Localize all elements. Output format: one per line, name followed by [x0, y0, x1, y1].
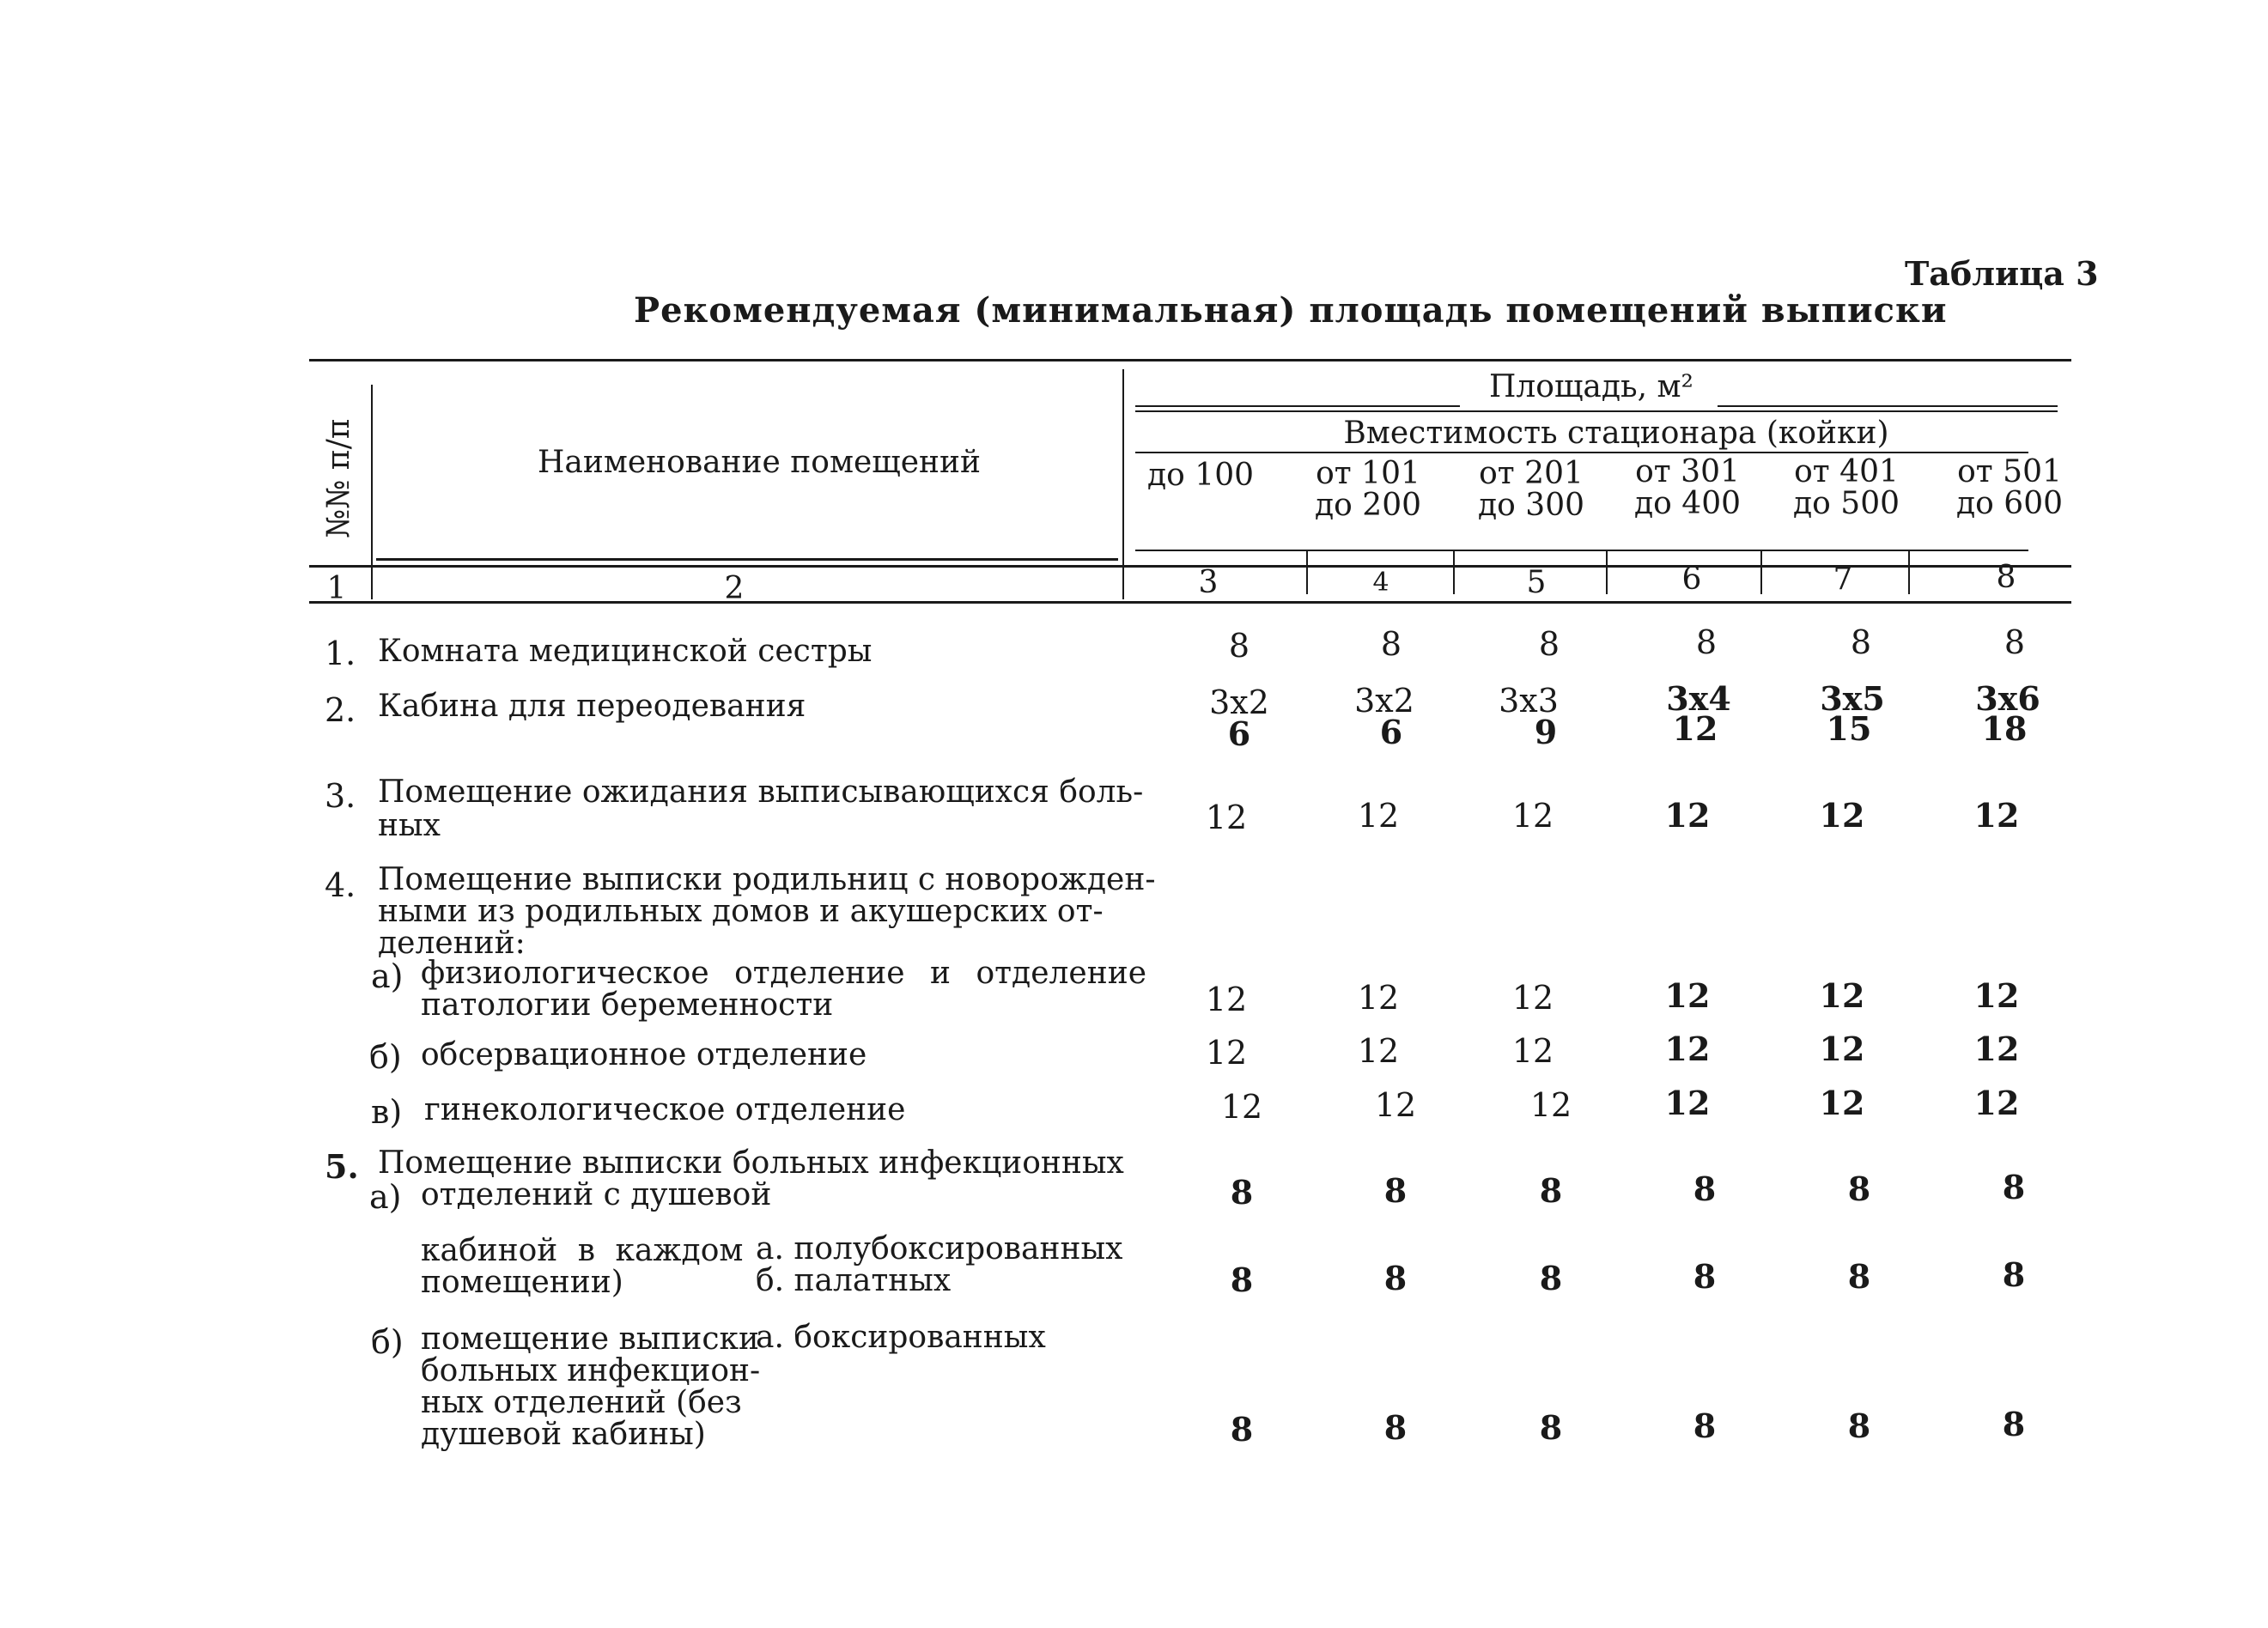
ranges-bottom-rule [1135, 550, 2028, 551]
row-number: 4. [325, 866, 356, 904]
range-header: от 301 до 400 [1634, 454, 1741, 521]
value-cell: 12 [1205, 799, 1248, 836]
divider-col-8 [1908, 551, 1910, 594]
row-number: 3. [325, 777, 356, 815]
row-text-line: физиологическое отделение и отделение [421, 956, 1146, 991]
value-cell: 12 [1357, 797, 1400, 835]
row-text-line: Помещение выписки больных инфекционных [378, 1145, 1124, 1181]
row-number: 2. [325, 691, 356, 729]
name-column-header: Наименование помещений [538, 445, 982, 480]
value-cell: 12 [1374, 1086, 1417, 1124]
value-cell: 9 [1534, 713, 1558, 751]
sub-item-label: в) [371, 1093, 403, 1131]
value-cell: 12 [1664, 976, 1711, 1015]
area-header: Площадь, м² [1489, 369, 1693, 404]
value-cell: 12 [1511, 797, 1554, 835]
value-cell: 12 [1357, 1032, 1400, 1070]
row-text-line: патологии беременности [421, 987, 834, 1023]
row-text-line: помещении) [421, 1265, 623, 1300]
value-cell: 12 [1220, 1088, 1263, 1126]
value-cell: 8 [2002, 1405, 2026, 1443]
value-cell: 12 [1819, 796, 1865, 835]
value-cell: 12 [1511, 1032, 1554, 1070]
range-header: от 101 до 200 [1315, 456, 1421, 523]
range-header: до 100 [1147, 458, 1254, 493]
value-cell: 3х2 [1209, 683, 1269, 721]
value-cell: 12 [1973, 1030, 2020, 1068]
value-cell: 8 [1539, 1171, 1563, 1210]
value-cell: 18 [1981, 709, 2028, 748]
page-title: Рекомендуемая (минимальная) площадь помещений выписки [634, 290, 1948, 331]
value-cell: 8 [1693, 1257, 1717, 1296]
value-cell: 8 [1383, 1408, 1408, 1447]
value-cell: 3х2 [1354, 682, 1414, 720]
value-cell: 8 [1230, 1173, 1254, 1212]
value-cell: 3х5 [1820, 679, 1885, 718]
area-underline-right [1718, 405, 2058, 407]
sub-option: б. палатных [756, 1263, 952, 1298]
row-text: гинекологическое отделение [424, 1092, 906, 1127]
row-number: 5. [325, 1147, 359, 1186]
value-cell: 8 [1847, 1406, 1871, 1445]
column-number: 6 [1681, 562, 1702, 597]
row-text-line: Помещение выписки родильниц с новорожден- [378, 862, 1156, 897]
divider-col-6 [1606, 551, 1608, 594]
value-cell: 12 [1664, 1030, 1711, 1068]
value-cell: 8 [1850, 623, 1872, 661]
name-header-bottom-rule [376, 558, 1118, 561]
column-number: 3 [1198, 565, 1219, 600]
value-cell: 8 [1539, 1408, 1563, 1447]
value-cell: 12 [1205, 1034, 1248, 1072]
column-number: 8 [1996, 560, 2016, 595]
divider-name-values [1122, 369, 1124, 599]
value-cell: 12 [1819, 976, 1865, 1015]
value-cell: 6 [1379, 713, 1403, 751]
column-number: 7 [1833, 562, 1853, 597]
value-cell: 8 [1383, 1171, 1408, 1210]
capacity-bottom-rule [1135, 452, 2028, 453]
value-cell: 8 [1228, 627, 1250, 665]
capacity-top-rule [1135, 410, 2058, 412]
value-cell: 15 [1826, 709, 1872, 748]
value-cell: 12 [1672, 709, 1718, 748]
numbers-bottom-rule [309, 601, 2071, 604]
value-cell: 8 [1695, 623, 1718, 661]
row-text: отделений с душевой [421, 1177, 772, 1212]
column-number: 5 [1526, 565, 1547, 600]
value-cell: 8 [1230, 1260, 1254, 1299]
sub-option: а. полубоксированных [756, 1231, 1123, 1267]
value-cell: 8 [1230, 1410, 1254, 1449]
divider-num-name [371, 385, 373, 599]
value-cell: 8 [1847, 1169, 1871, 1208]
value-cell: 8 [1847, 1257, 1871, 1296]
value-cell: 12 [1511, 979, 1554, 1017]
value-cell: 12 [1973, 1084, 2020, 1122]
value-cell: 8 [1380, 625, 1402, 663]
sub-item-label: а) [369, 1178, 402, 1216]
value-cell: 12 [1973, 976, 2020, 1015]
value-cell: 3х4 [1666, 679, 1731, 718]
row-text: Кабина для переодевания [378, 689, 806, 724]
value-cell: 12 [1819, 1084, 1865, 1122]
row-text-line: Помещение ожидания выписывающихся боль- [378, 775, 1144, 810]
value-cell: 12 [1819, 1030, 1865, 1068]
value-cell: 12 [1973, 796, 2020, 835]
row-text: Комната медицинской сестры [378, 634, 873, 669]
value-cell: 3х3 [1499, 682, 1559, 720]
value-cell: 12 [1529, 1086, 1572, 1124]
numbers-top-rule [309, 565, 2071, 568]
sub-item-label: б) [369, 1038, 402, 1076]
value-cell: 8 [1539, 1259, 1563, 1297]
value-cell: 6 [1227, 714, 1251, 753]
divider-col-7 [1760, 551, 1762, 594]
capacity-header: Вместимость стационара (койки) [1343, 416, 1889, 451]
area-underline-left [1135, 405, 1460, 407]
row-text: обсервационное отделение [421, 1037, 867, 1072]
value-cell: 8 [2002, 1255, 2026, 1294]
column-number: 4 [1372, 568, 1389, 598]
value-cell: 12 [1664, 1084, 1711, 1122]
value-cell: 3х6 [1975, 679, 2040, 718]
range-header: от 401 до 500 [1793, 454, 1900, 521]
row-text-line: ными из родильных домов и акушерских от- [378, 894, 1104, 929]
table-top-rule [309, 359, 2071, 361]
row-text-line: делений: [378, 926, 526, 961]
sub-item-label: б) [371, 1323, 404, 1361]
row-text-line: кабиной в каждом [421, 1233, 744, 1268]
column-number: 2 [724, 571, 745, 606]
value-cell: 8 [1693, 1406, 1717, 1445]
value-cell: 8 [2002, 1168, 2026, 1206]
value-cell: 8 [2004, 623, 2026, 661]
value-cell: 8 [1693, 1169, 1717, 1208]
row-text-block: помещение выписки больных инфекцион- ных отделений (без душевой кабины) [421, 1321, 761, 1452]
value-cell: 12 [1205, 981, 1248, 1018]
num-column-header: №№ п/п [321, 418, 356, 538]
sub-item-label: а) [371, 957, 404, 995]
row-text-line: ных [378, 808, 441, 843]
value-cell: 12 [1357, 979, 1400, 1017]
value-cell: 8 [1383, 1259, 1408, 1297]
range-header: от 201 до 300 [1478, 456, 1584, 523]
range-header: от 501 до 600 [1956, 454, 2063, 521]
divider-col-4 [1306, 551, 1308, 594]
value-cell: 12 [1664, 796, 1711, 835]
sub-option: а. боксированных [756, 1320, 1046, 1355]
table-label: Таблица 3 [1905, 254, 2099, 293]
column-number: 1 [326, 571, 347, 606]
value-cell: 8 [1538, 625, 1560, 663]
divider-col-5 [1453, 551, 1455, 594]
row-number: 1. [325, 635, 356, 672]
